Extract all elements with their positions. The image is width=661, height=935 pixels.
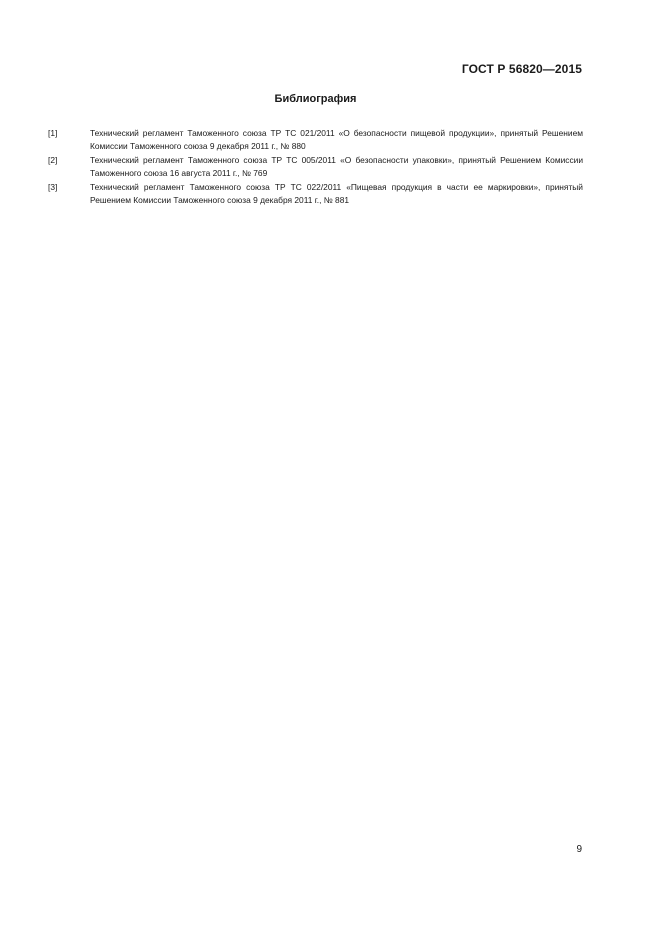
bibliography-entry-number: [2] <box>48 155 58 165</box>
bibliography-list <box>48 127 583 208</box>
bibliography-entry-text: Технический регламент Таможенного союза ТР ТС 022/2011 «Пищевая продукция в части ее маркировки», принятый Решением Комиссии Таможенного союза 9 декабря 2011 г., № 881 <box>90 182 583 205</box>
bibliography-entry-number: [3] <box>48 182 58 192</box>
bibliography-entry-number: [1] <box>48 128 58 138</box>
bibliography-entry-3 <box>48 181 583 207</box>
bibliography-title: Библиография <box>274 93 357 105</box>
bibliography-entry-1 <box>48 127 583 153</box>
bibliography-entry-2 <box>48 154 583 180</box>
bibliography-entry-text: Технический регламент Таможенного союза ТР ТС 005/2011 «О безопасности упаковки», принятый Решением Комиссии Таможенного союза 16 августа 2011 г., № 769 <box>90 155 583 178</box>
page-number: 9 <box>576 844 582 855</box>
bibliography-entry-text: Технический регламент Таможенного союза ТР ТС 021/2011 «О безопасности пищевой продукции», принятый Решением Комиссии Таможенного союза 9 декабря 2011 г., № 880 <box>90 128 583 151</box>
document-header-code: ГОСТ Р 56820—2015 <box>461 62 582 76</box>
